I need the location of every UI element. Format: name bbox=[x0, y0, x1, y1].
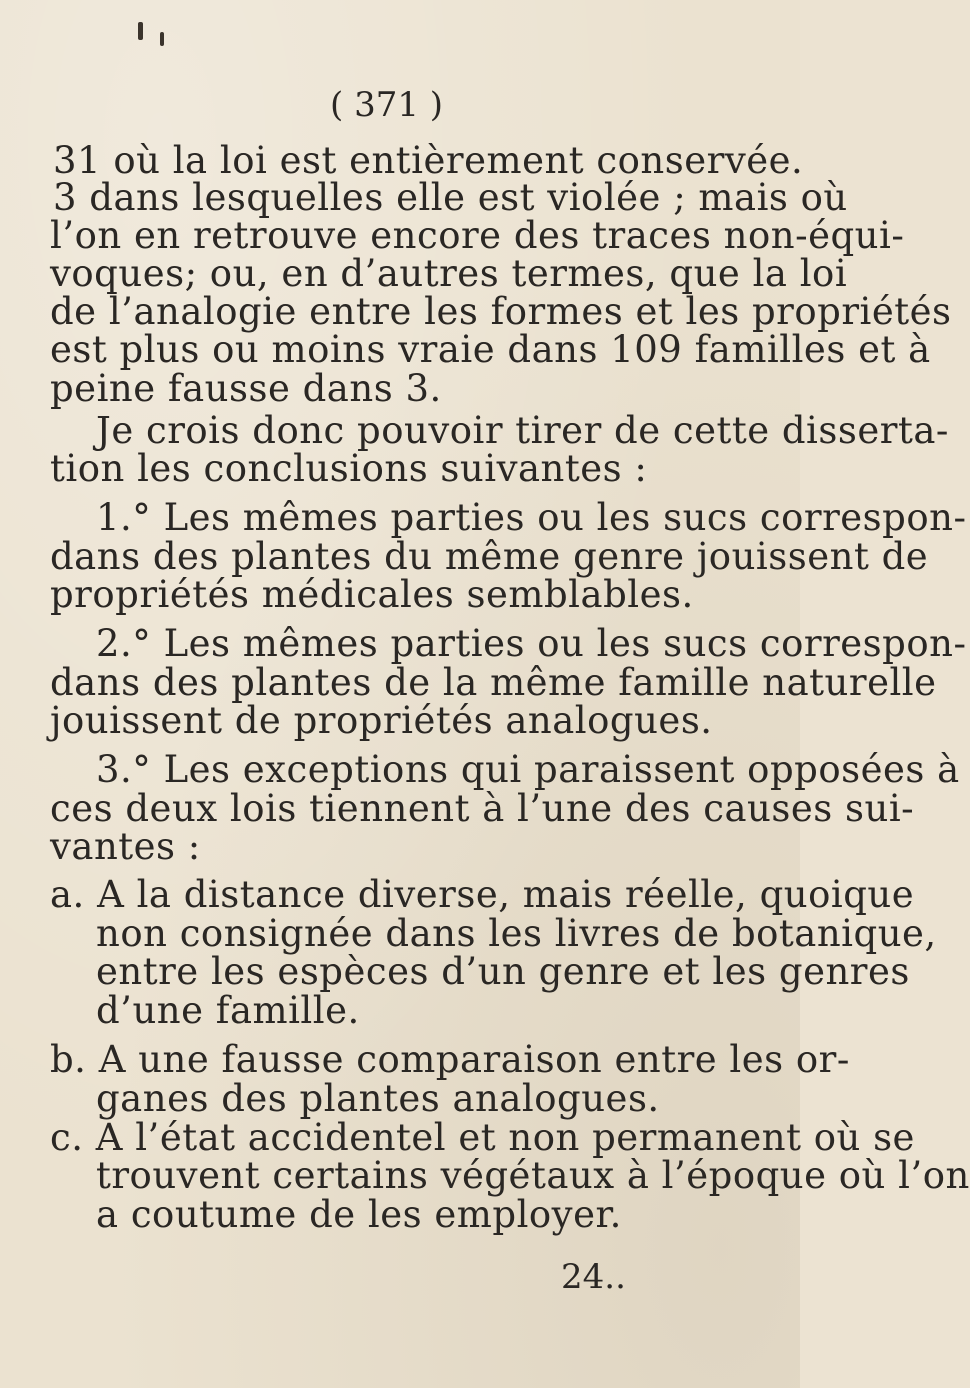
text-line: Je crois donc pouvoir tirer de cette disserta- bbox=[96, 409, 949, 452]
text-line: l’on en retrouve encore des traces non-équi- bbox=[50, 214, 905, 257]
text-line: 3.° Les exceptions qui paraissent opposées à bbox=[96, 748, 960, 791]
text-line: jouissent de propriétés analogues. bbox=[50, 699, 713, 742]
text-line: c. A l’état accidentel et non permanent où se bbox=[50, 1116, 915, 1159]
text-line: voques; ou, en d’autres termes, que la loi bbox=[50, 252, 848, 295]
ink-mark bbox=[138, 22, 143, 40]
text-line: 3 dans lesquelles elle est violée ; mais où bbox=[53, 176, 848, 219]
text-line: ces deux lois tiennent à l’une des causes sui- bbox=[50, 787, 915, 830]
text-line: entre les espèces d’un genre et les genres bbox=[96, 950, 910, 993]
text-line: a coutume de les employer. bbox=[96, 1193, 622, 1236]
page-header: ( 371 ) bbox=[330, 85, 444, 125]
text-line: trouvent certains végétaux à l’époque où l’on bbox=[96, 1154, 970, 1197]
text-line: tion les conclusions suivantes : bbox=[50, 447, 648, 490]
text-line: non consignée dans les livres de botanique, bbox=[96, 912, 937, 955]
text-line: 1.° Les mêmes parties ou les sucs correspon- bbox=[96, 496, 967, 539]
text-line: d’une famille. bbox=[96, 989, 360, 1032]
text-line: peine fausse dans 3. bbox=[50, 367, 442, 410]
text-line: a. A la distance diverse, mais réelle, quoique bbox=[50, 873, 915, 916]
text-line: dans des plantes du même genre jouissent de bbox=[50, 535, 929, 578]
text-line: propriétés médicales semblables. bbox=[50, 573, 694, 616]
page-footer: 24.. bbox=[561, 1257, 626, 1297]
text-line: 31 où la loi est entièrement conservée. bbox=[53, 139, 804, 182]
text-line: est plus ou moins vraie dans 109 familles et à bbox=[50, 328, 931, 371]
text-line: vantes : bbox=[50, 825, 201, 868]
text-line: de l’analogie entre les formes et les propriétés bbox=[50, 290, 952, 333]
text-line: 2.° Les mêmes parties ou les sucs correspon- bbox=[96, 622, 967, 665]
text-line: dans des plantes de la même famille naturelle bbox=[50, 661, 937, 704]
ink-mark bbox=[160, 32, 164, 46]
text-line: b. A une fausse comparaison entre les or- bbox=[50, 1038, 850, 1081]
text-line: ganes des plantes analogues. bbox=[96, 1077, 660, 1120]
